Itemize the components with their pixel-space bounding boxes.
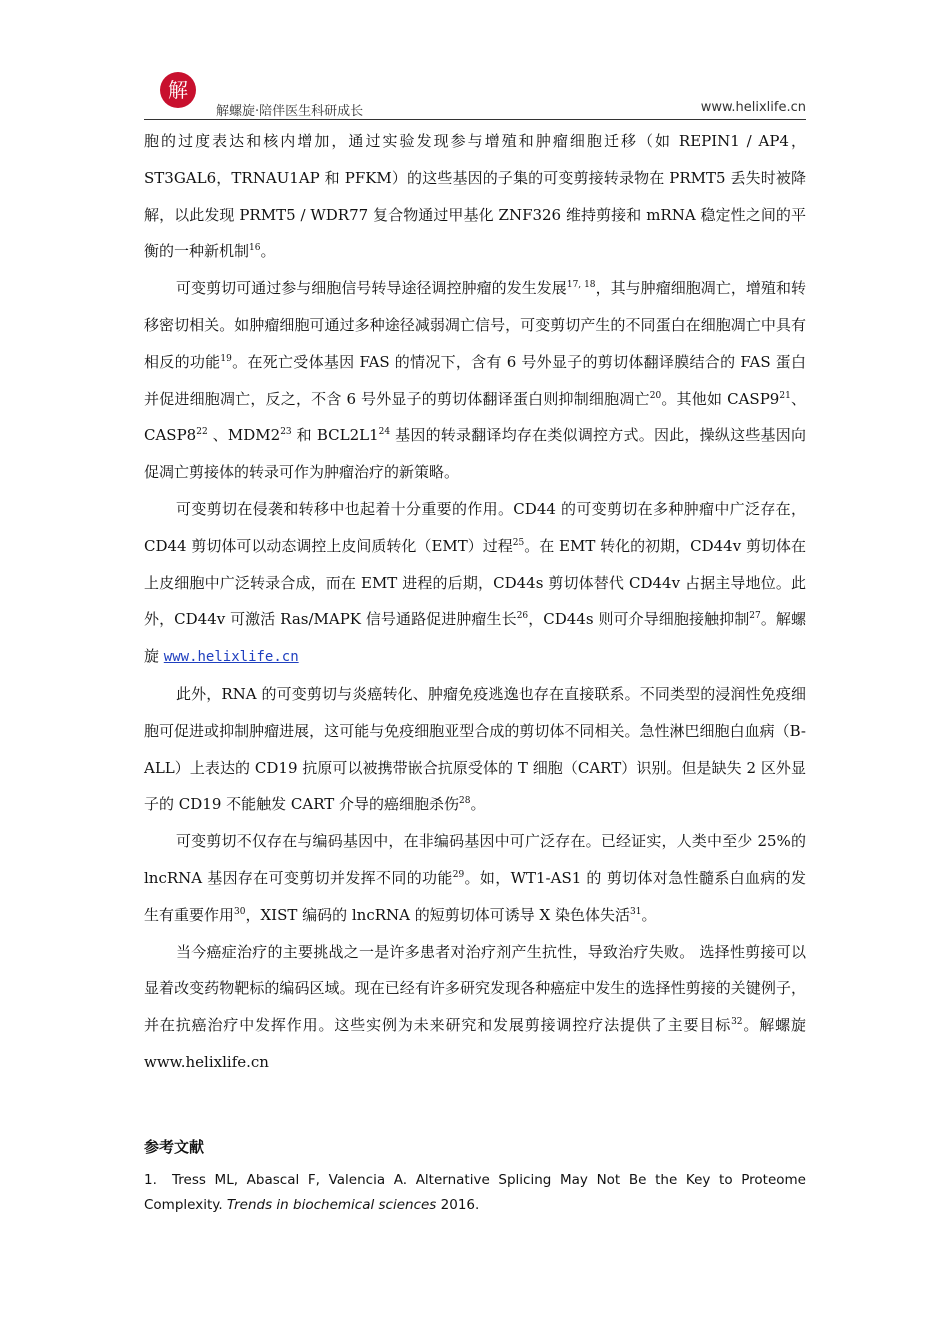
- paragraph: [144, 123, 806, 270]
- citation-superscript: 19: [220, 353, 232, 364]
- citation-superscript: 30: [234, 906, 246, 917]
- paragraph-text: 可变剪切可通过参与细胞信号转导途径调控肿瘤的发生发展: [176, 279, 567, 298]
- paragraph: [144, 676, 806, 823]
- citation-superscript: 22: [196, 427, 208, 438]
- paragraph-text: 。解螺旋 www.helixlife.cn: [144, 1016, 806, 1071]
- citation-superscript: 29: [452, 869, 465, 880]
- page-header: [144, 62, 806, 120]
- paragraph-text: 胞的过度表达和核内增加，通过实验发现参与增殖和肿瘤细胞迁移（如 REPIN1 / AP4，ST3GAL6，TRNAU1AP 和 PFKM）的这些基因的子集的可变剪接转录物在 PRMT5 丢失时被降解，以此发现 PRMT5 / WDR77 复合物通过甲基化 ZNF326 维持剪接和 mRNA 稳定性之间的平衡的一种新机制: [144, 132, 806, 261]
- svg-text:解: 解: [168, 78, 188, 102]
- paragraph-text: ，XIST 编码的 lncRNA 的短剪切体可诱导 X 染色体失活: [245, 905, 630, 924]
- reference-number: 1.: [144, 1172, 157, 1188]
- paragraph: [144, 823, 806, 933]
- citation-superscript: 25: [512, 537, 525, 548]
- paragraph-text: 。其他如 CASP9: [661, 389, 780, 408]
- citation-superscript: 21: [779, 390, 791, 401]
- citation-superscript: 26: [516, 611, 529, 622]
- paragraph-text: 。: [470, 795, 486, 814]
- helixlife-logo-icon: [158, 66, 198, 114]
- helixlife-link[interactable]: www.helixlife.cn: [163, 649, 299, 666]
- header-site-url[interactable]: www.helixlife.cn: [700, 100, 806, 115]
- paragraph-text: 可变剪切不仅存在与编码基因中，在非编码基因中可广泛存在。已经证实，人类中至少 25%的 lncRNA 基因存在可变剪切并发挥不同的功能: [144, 832, 806, 887]
- paragraph-text: 、MDM2: [207, 426, 281, 445]
- paragraph: [144, 934, 806, 1081]
- citation-superscript: 27: [749, 611, 761, 622]
- paragraph-text: 。: [641, 905, 657, 924]
- citation-superscript: 31: [630, 906, 642, 917]
- paragraph-text: 。如，WT1-AS1 的 剪切体对急性髓系白血病的发生有重要作用: [144, 868, 806, 924]
- reference-journal: Trends in biochemical sciences: [226, 1197, 437, 1213]
- references-heading: 参考文献: [144, 1138, 205, 1156]
- paragraph-text: 。在 EMT 转化的初期，CD44v 剪切体在上皮细胞中广泛转录合成，而在 EMT 进程的后期，CD44s 剪切体替代 CD44v 占据主导地位。此外，CD44v 可激活 Ras/MAPK 信号通路促进肿瘤生长: [144, 536, 806, 629]
- paragraph-text: 。: [260, 242, 276, 261]
- paragraph: [144, 270, 806, 491]
- citation-superscript: 32: [731, 1017, 743, 1028]
- paragraph-text: 。解螺旋: [144, 610, 806, 666]
- citation-superscript: 17, 18: [566, 280, 596, 291]
- paragraph-text: ，CD44s 则可介导细胞接触抑制: [528, 610, 750, 629]
- citation-superscript: 23: [280, 427, 292, 438]
- citation-superscript: 24: [378, 427, 391, 438]
- reference-item: [144, 1168, 806, 1218]
- paragraph-text: 。在死亡受体基因 FAS 的情况下，含有 6 号外显子的剪切体翻译膜结合的 FAS 蛋白并促进细胞凋亡，反之，不含 6 号外显子的剪切体翻译蛋白则抑制细胞凋亡: [144, 352, 806, 408]
- paragraph-text: 基因的转录翻译均存在类似调控方式。因此，操纵这些基因向促凋亡剪接体的转录可作为肿瘤治疗的新策略。: [144, 426, 806, 482]
- reference-year: 2016.: [436, 1197, 480, 1213]
- header-divider: [144, 119, 806, 120]
- paragraph-text: 、CASP8: [144, 389, 806, 445]
- reference-text: Tress ML, Abascal F, Valencia A. Alternative Splicing May Not Be the Key to Proteome Complexity.: [144, 1172, 806, 1213]
- citation-superscript: 28: [459, 796, 471, 807]
- article-body: [144, 123, 806, 1081]
- paragraph-text: ，其与肿瘤细胞凋亡，增殖和转移密切相关。如肿瘤细胞可通过多种途径减弱凋亡信号，可变剪切产生的不同蛋白在细胞凋亡中具有相反的功能: [144, 279, 806, 371]
- paragraph: [144, 491, 806, 676]
- paragraph-text: 可变剪切在侵袭和转移中也起着十分重要的作用。CD44 的可变剪切在多种肿瘤中广泛存在，CD44 剪切体可以动态调控上皮间质转化（EMT）过程: [144, 499, 806, 555]
- paragraph-text: 当今癌症治疗的主要挑战之一是许多患者对治疗剂产生抗性，导致治疗失败。 选择性剪接可以显着改变药物靶标的编码区域。现在已经有许多研究发现各种癌症中发生的选择性剪接的关键例子，并在抗癌治疗中发挥作用。这些实例为未来研究和发展剪接调控疗法提供了主要目标: [144, 942, 806, 1035]
- paragraph-text: 此外，RNA 的可变剪切与炎癌转化、肿瘤免疫逃逸也存在直接联系。不同类型的浸润性免疫细胞可促进或抑制肿瘤进展，这可能与免疫细胞亚型合成的剪切体不同相关。急性淋巴细胞白血病（B-ALL）上表达的 CD19 抗原可以被携带嵌合抗原受体的 T 细胞（CART）识别。但是缺失 2 区外显子的 CD19 不能触发 CART 介导的癌细胞杀伤: [144, 684, 806, 814]
- citation-superscript: 20: [649, 390, 662, 401]
- paragraph-text: 和 BCL2L1: [291, 426, 379, 445]
- header-brand: 解螺旋·陪伴医生科研成长: [216, 104, 364, 119]
- citation-superscript: 16: [249, 243, 261, 254]
